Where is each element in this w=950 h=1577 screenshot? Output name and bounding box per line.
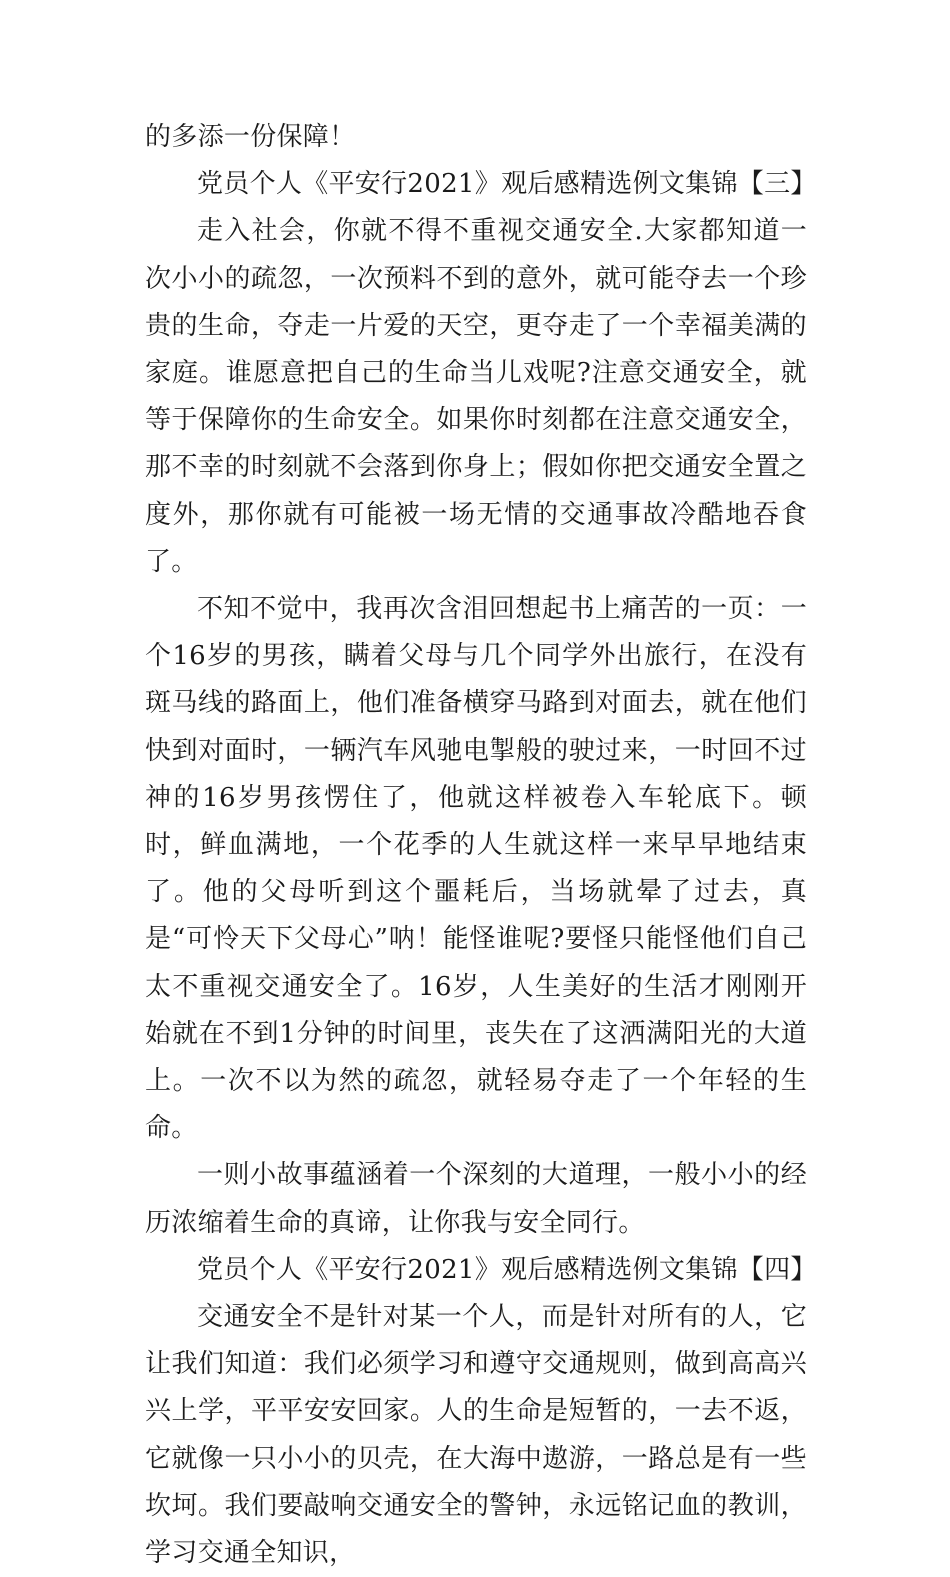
section-3-paragraph-1: 走入社会，你就不得不重视交通安全.大家都知道一次小小的疏忽，一次预料不到的意外，就可能夺去一个珍贵的生命，夺走一片爱的天空，更夺走了一个幸福美满的家庭。谁愿意把自己的生命当儿戏呢?注意交通安全，就等于保障你的生命安全。如果你时刻都在注意交通安全，那不幸的时刻就不会落到你身上；假如你把交通安全置之度外，那你就有可能被一场无情的交通事故冷酷地吞食了。: [145, 216, 807, 577]
continuation-paragraph: 的多添一份保障！: [145, 122, 356, 152]
section-4-paragraph-1: 交通安全不是针对某一个人，而是针对所有的人，它让我们知道：我们必须学习和遵守交通规则，做到高高兴兴上学，平平安安回家。人的生命是短暂的，一去不返，它就像一只小小的贝壳，在大海中遨游，一路总是有一些坎坷。我们要敲响交通安全的警钟，永远铭记血的教训，学习交通全知识，: [145, 1302, 807, 1569]
section-3-title: 党员个人《平安行2021》观后感精选例文集锦【三】: [197, 169, 817, 200]
section-4-title: 党员个人《平安行2021》观后感精选例文集锦【四】: [197, 1254, 817, 1285]
document-body: [145, 114, 817, 1577]
section-3-paragraph-3: 一则小故事蕴涵着一个深刻的大道理，一般小小的经历浓缩着生命的真谛，让你我与安全同行。: [145, 1160, 807, 1238]
section-3-paragraph-2: 不知不觉中，我再次含泪回想起书上痛苦的一页：一个16岁的男孩，瞒着父母与几个同学外出旅行，在没有斑马线的路面上，他们准备横穿马路到对面去，就在他们快到对面时，一辆汽车风驰电掣般的驶过来，一时回不过神的16岁男孩愣住了，他就这样被卷入车轮底下。顿时，鲜血满地，一个花季的人生就这样一来早早地结束了。他的父母听到这个噩耗后，当场就晕了过去，真是“可怜天下父母心”呐！能怪谁呢?要怪只能怪他们自己太不重视交通安全了。16岁，人生美好的生活才刚刚开始就在不到1分钟的时间里，丧失在了这洒满阳光的大道上。一次不以为然的疏忽，就轻易夺走了一个年轻的生命。: [145, 594, 807, 1144]
